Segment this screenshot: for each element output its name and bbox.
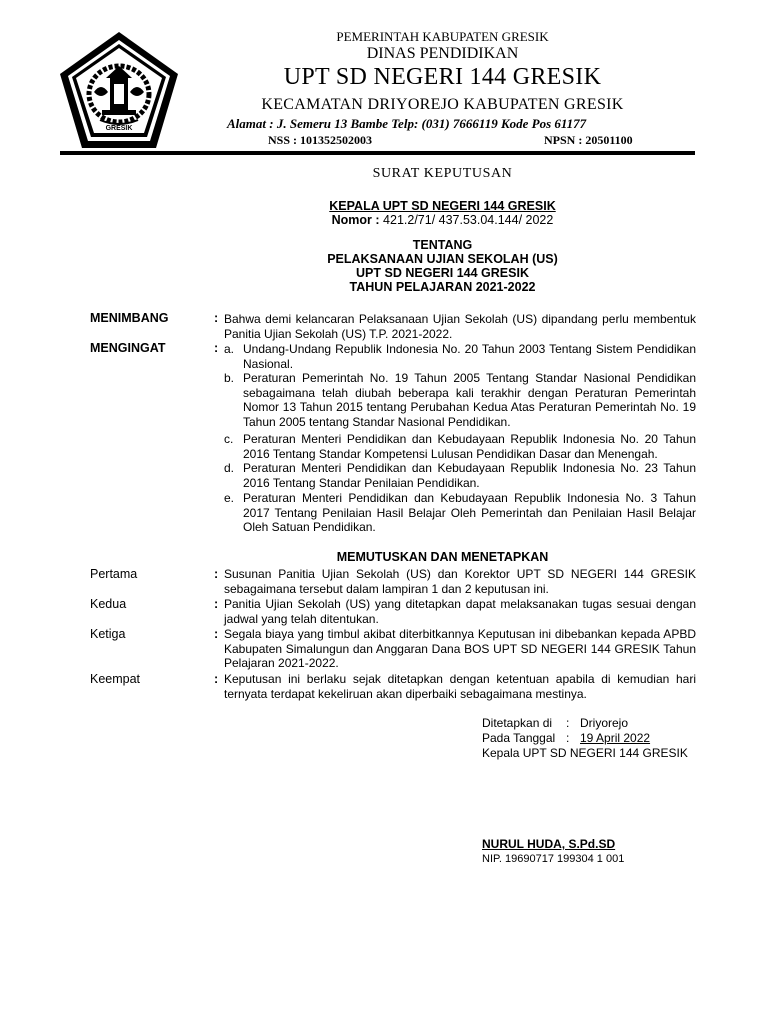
ditetapkan-label: Ditetapkan di	[482, 716, 553, 730]
mengingat-letter: c.	[224, 432, 234, 446]
mengingat-letter: b.	[224, 371, 235, 385]
mengingat-letter: a.	[224, 342, 235, 356]
document-subject	[200, 238, 685, 294]
decision-label: Pertama	[90, 567, 138, 581]
subject-line-1: PELAKSANAAN UJIAN SEKOLAH (US)	[327, 252, 558, 266]
department-line: DINAS PENDIDIKAN	[366, 45, 519, 62]
decision-text: Segala biaya yang timbul akibat diterbitkannya Keputusan ini dibebankan kepada APBD Kabupaten Simalungun dan Anggaran Dana BOS UPT SD NEGERI 144 GRESIK Tahun Pelajaran 2021-2022.	[224, 627, 696, 670]
menimbang-text: Bahwa demi kelancaran Pelaksanaan Ujian Sekolah (US) dipandang perlu membentuk Panitia Ujian Sekolah (US) T.P. 2021-2022.	[224, 312, 696, 341]
decision-colon: :	[214, 597, 219, 611]
decision-heading: MEMUTUSKAN DAN MENETAPKAN	[336, 550, 549, 564]
document-number	[200, 213, 685, 227]
tanggal-label: Pada Tanggal	[482, 731, 556, 745]
logo-caption: GRESIK	[105, 125, 133, 132]
ditetapkan-colon: :	[566, 716, 570, 730]
signatory-nip: NIP. 19690717 199304 1 001	[482, 853, 625, 865]
government-line: PEMERINTAH KABUPATEN GRESIK	[336, 29, 549, 44]
issuer: KEPALA UPT SD NEGERI 144 GRESIK	[329, 199, 556, 213]
regency-logo	[56, 30, 182, 152]
signatory-name: NURUL HUDA, S.Pd.SD	[482, 837, 616, 851]
decision-colon: :	[214, 672, 219, 686]
mengingat-letter: d.	[224, 461, 235, 475]
menimbang-label: MENIMBANG	[90, 311, 169, 325]
signature-date	[482, 731, 650, 746]
tanggal-value: 19 April 2022	[580, 731, 651, 745]
subject-line-2: UPT SD NEGERI 144 GRESIK	[356, 266, 529, 280]
mengingat-item: Peraturan Menteri Pendidikan dan Kebudayaan Republik Indonesia No. 23 Tahun 2016 Tentang Standar Penilaian Pendidikan.	[243, 461, 696, 490]
menimbang-colon: :	[214, 311, 219, 325]
decision-label: Keempat	[90, 672, 141, 686]
mengingat-label: MENGINGAT	[90, 341, 166, 355]
ditetapkan-value: Driyorejo	[580, 716, 629, 730]
nomor-value: 421.2/71/ 437.53.04.144/ 2022	[379, 213, 554, 227]
mengingat-item: Undang-Undang Republik Indonesia No. 20 Tahun 2003 Tentang Sistem Pendidikan Nasional.	[243, 342, 696, 371]
npsn-number: NPSN : 20501100	[544, 133, 633, 147]
nss-number: NSS : 101352502003	[268, 133, 373, 147]
mengingat-item: Peraturan Pemerintah No. 19 Tahun 2005 Tentang Standar Nasional Pendidikan sebagaimana telah diubah beberapa kali terakhir dengan Peraturan Pemerintah Nomor 13 Tahun 2015 tentang Perubahan Kedua Atas Peraturan Pemerintah No. 19 Tahun 2005 tentang Standar Nasional Pendidikan.	[243, 371, 696, 429]
mengingat-item: Peraturan Menteri Pendidikan dan Kebudayaan Republik Indonesia No. 20 Tahun 2016 Tentang Standar Kompetensi Lulusan Pendidikan Dasar dan Menengah.	[243, 432, 696, 461]
nomor-label: Nomor :	[331, 213, 380, 227]
signatory-position: Kepala UPT SD NEGERI 144 GRESIK	[482, 746, 688, 760]
decision-colon: :	[214, 567, 219, 581]
decision-text: Susunan Panitia Ujian Sekolah (US) dan Korektor UPT SD NEGERI 144 GRESIK sebagaimana tersebut dalam lampiran 1 dan 2 keputusan ini.	[224, 567, 696, 596]
letterhead-divider	[60, 151, 695, 155]
mengingat-item: Peraturan Menteri Pendidikan dan Kebudayaan Republik Indonesia No. 3 Tahun 2017 Tentang Penilaian Hasil Belajar Oleh Pemerintah dan Penilaian Hasil Belajar Oleh Satuan Pendidikan.	[243, 491, 696, 534]
decision-colon: :	[214, 627, 219, 641]
tanggal-colon: :	[566, 731, 570, 745]
mengingat-colon: :	[214, 341, 219, 355]
signature-place	[482, 716, 628, 731]
school-name: UPT SD NEGERI 144 GRESIK	[283, 64, 602, 90]
mengingat-letter: e.	[224, 491, 235, 505]
document-type: SURAT KEPUTUSAN	[372, 166, 513, 181]
decision-label: Kedua	[90, 597, 127, 611]
decision-label: Ketiga	[90, 627, 126, 641]
decision-text: Keputusan ini berlaku sejak ditetapkan dengan ketentuan apabila di kemudian hari ternyata terdapat kekeliruan akan diperbaiki sebagaimana mestinya.	[224, 672, 696, 701]
decision-text: Panitia Ujian Sekolah (US) yang ditetapkan dapat melaksanakan tugas sesuai dengan jadwal yang telah ditentukan.	[224, 597, 696, 626]
document-header	[200, 199, 685, 227]
school-address: Alamat : J. Semeru 13 Bambe Telp: (031) 7666119 Kode Pos 61177	[227, 116, 587, 131]
subject-line-3: TAHUN PELAJARAN 2021-2022	[349, 280, 536, 294]
tentang-label: TENTANG	[412, 238, 473, 252]
district-line: KECAMATAN DRIYOREJO KABUPATEN GRESIK	[261, 96, 624, 113]
